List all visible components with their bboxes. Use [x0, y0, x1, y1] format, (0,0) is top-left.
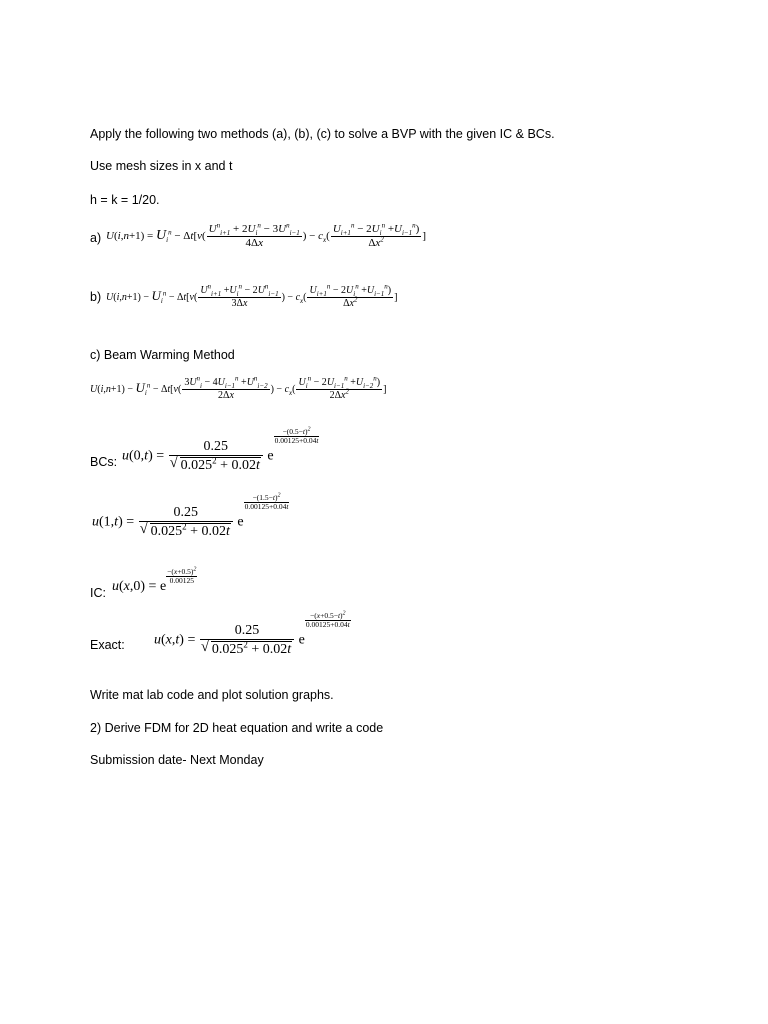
bc-left-equation: u(0,t) = 0.25 √ 0.025$^2$ + 0.02t e $\frac{-(0.5-t)^2}{0.00125+0.04t}$	[122, 440, 319, 473]
method-a-equation: $U(i,n+1) = U_i^n - \Delta t[v$( $\frac{U^n_{i+1} + 2U_i^n - 3U^n_{i-1}}{4\Delta x}$ ) − $c_x$( $\frac{U_{i+1}^n - 2U_i^n +U_{i-1}^n)}{\Delta x^2}$ ]	[106, 221, 426, 249]
intro-text: Apply the following two methods (a), (b), (c) to solve a BVP with the given IC & BCs.	[90, 127, 555, 141]
submission-text: Submission date- Next Monday	[90, 753, 264, 767]
mesh-sizes-text: Use mesh sizes in x and t	[90, 159, 233, 173]
ic-equation: u(x,0) = e $\frac{-(x+0.5)^2}{0.00125}$	[112, 566, 197, 594]
bcs-label: BCs:	[90, 455, 118, 469]
method-b-label: b)	[90, 290, 102, 304]
ic-label: IC:	[90, 586, 106, 600]
method-a-label: a)	[90, 231, 102, 245]
beam-warming-label: c) Beam Warming Method	[90, 348, 235, 362]
exact-equation: u(x,t) = 0.25 √ 0.025$^2$ + 0.02t e $\frac{-(x+0.5-t)^2}{0.00125+0.04t}$	[154, 624, 351, 657]
bc-right-equation: u(1,t) = 0.25 √ 0.025$^2$ + 0.02t e $\frac{-(1.5-t)^2}{0.00125+0.04t}$	[92, 506, 289, 539]
beam-warming-equation: $U(i,n+1) - U_i^n - \Delta t[v$( $\frac{3U^n_i - 4U_{i-1}^n +U^n_{i-2}}{2\Delta x}$ ) − $c_x$( $\frac{U_i^n - 2U_{i-1}^n +U_{i-2}^n)}{2\Delta x^2}$ ]	[90, 374, 387, 401]
task-matlab-text: Write mat lab code and plot solution graphs.	[90, 688, 334, 702]
task-fdm-text: 2) Derive FDM for 2D heat equation and write a code	[90, 721, 384, 735]
exact-label: Exact:	[90, 638, 125, 652]
mesh-value-text: h = k = 1/20.	[90, 193, 160, 207]
method-b-equation: $U(i,n+1) - U_i^n - \Delta t[v$( $\frac{U^n_{i+1} +U_i^n - 2U^n_{i-1}}{3\Delta x}$ ) − $c_x$( $\frac{U_{i+1}^n - 2U_i^n +U_{i-1}^n)}{\Delta x^2}$ ]	[106, 282, 398, 309]
